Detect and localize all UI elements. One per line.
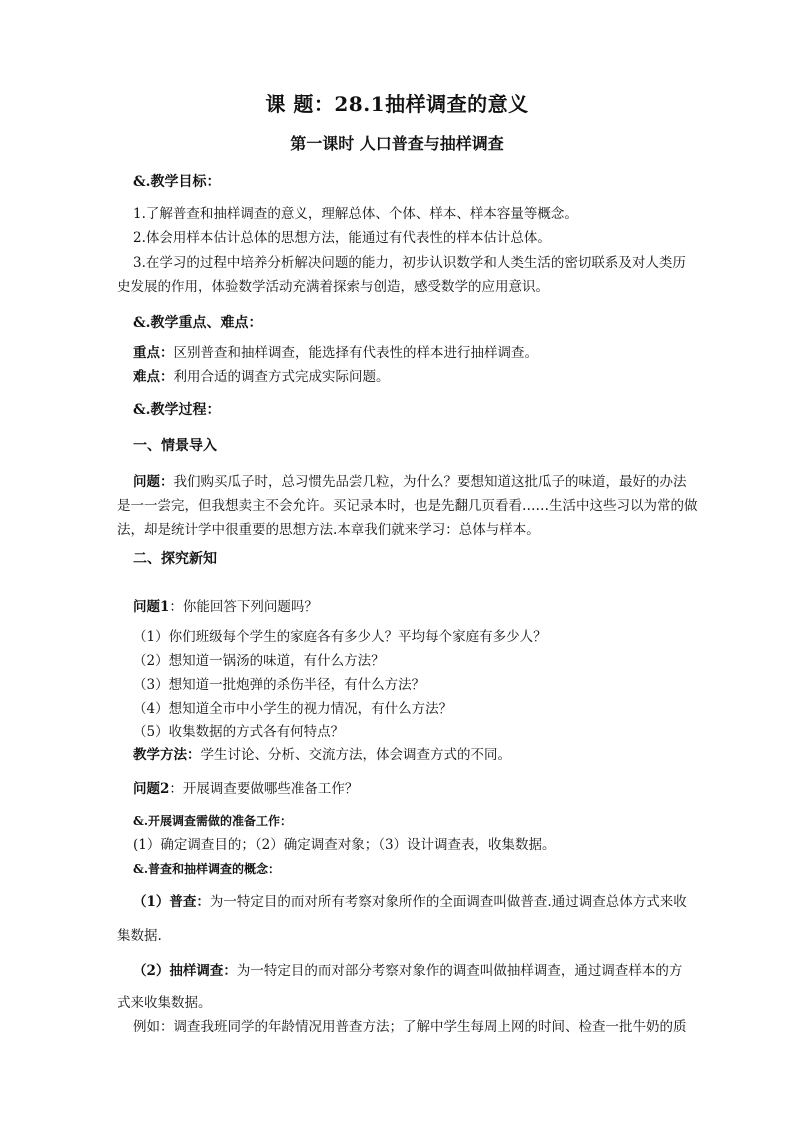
example-line: 例如：调查我班同学的年龄情况用普查方法；了解中学生每周上网的时间、检查一批牛奶的质 — [133, 1019, 687, 1035]
concept-heading: &.普查和抽样调查的概念： — [133, 862, 281, 876]
difficult-point-text: 利用合适的调查方式完成实际问题。 — [173, 369, 390, 385]
objective-item: 2.体会用样本估计总体的思想方法，能通过有代表性的样本估计总体。 — [133, 230, 551, 246]
question1-item: （5）收集数据的方式各有何特点？ — [133, 724, 345, 740]
section1-text: 我们购买瓜子时，总习惯先品尝几粒，为什么？要想知道这批瓜子的味道，最好的办法 — [173, 474, 687, 490]
question1-item: （2）想知道一锅汤的味道，有什么方法？ — [133, 653, 385, 669]
objective-item: 3.在学习的过程中培养分析解决问题的能力，初步认识数学和人类生活的密切联系及对人类历 — [133, 255, 686, 271]
section1-paragraph-line: 是一一尝完，但我想卖主不会允许。买记录本时，也是先翻几页看看……生活中这些习以为常的做 — [117, 498, 698, 514]
sampling-definition-cont: 式来收集数据。 — [117, 995, 212, 1011]
question1-label: 问题1 — [133, 599, 170, 615]
census-label: （1）普查： — [133, 894, 210, 910]
objective-item: 史发展的作用，体验数学活动充满着探索与创造，感受数学的应用意识。 — [117, 279, 549, 295]
keypoints-heading: &.教学重点、难点： — [133, 315, 263, 331]
sampling-label: （2）抽样调查： — [133, 963, 237, 979]
question2 — [133, 779, 713, 799]
objectives-heading: &.教学目标： — [133, 174, 221, 190]
question1 — [133, 597, 713, 617]
teaching-method — [133, 745, 713, 765]
question2-text: ：开展调查要做哪些准备工作？ — [169, 781, 359, 797]
preparation-text: (1）确定调查目的；（2）确定调查对象；（3）设计调查表，收集数据。 — [133, 837, 556, 853]
question1-item: （1）你们班级每个学生的家庭各有多少人？平均每个家庭有多少人？ — [133, 629, 547, 645]
question1-text: ：你能回答下列问题吗？ — [169, 599, 318, 615]
key-point — [133, 343, 713, 363]
page-subtitle: 第一课时 人口普查与抽样调查 — [290, 134, 504, 153]
census-definition — [133, 892, 713, 912]
section2-heading: 二、探究新知 — [133, 551, 217, 567]
section1-paragraph-line — [133, 472, 713, 492]
page-title: 课 题：28.1抽样调查的意义 — [265, 92, 529, 116]
objective-item: 1.了解普查和抽样调查的意义，理解总体、个体、样本、样本容量等概念。 — [133, 206, 578, 222]
census-text: 为一特定目的而对所有考察对象所作的全面调查叫做普查.通过调查总体方式来收 — [209, 894, 687, 910]
preparation-heading: &.开展调查需做的准备工作： — [133, 814, 293, 828]
question1-item: （4）想知道全市中小学生的视力情况，有什么方法？ — [133, 701, 453, 717]
section1-paragraph-line: 法，却是统计学中很重要的思想方法.本章我们就来学习：总体与样本。 — [117, 522, 540, 538]
difficult-point-label: 难点： — [133, 369, 174, 385]
sampling-definition — [133, 961, 713, 981]
question2-label: 问题2 — [133, 781, 170, 797]
key-point-text: 区别普查和抽样调查，能选择有代表性的样本进行抽样调查。 — [173, 345, 538, 361]
teaching-method-text: 学生讨论、分析、交流方法，体会调查方式的不同。 — [200, 747, 511, 763]
question1-item: （3）想知道一批炮弹的杀伤半径，有什么方法？ — [133, 677, 426, 693]
section1-heading: 一、情景导入 — [133, 438, 217, 454]
census-definition-cont: 集数据. — [117, 928, 162, 944]
sampling-text: 为一特定目的而对部分考察对象作的调查叫做抽样调查，通过调查样本的方 — [236, 963, 683, 979]
key-point-label: 重点： — [133, 345, 174, 361]
difficult-point — [133, 367, 713, 387]
question-label: 问题： — [133, 474, 174, 490]
process-heading: &.教学过程： — [133, 402, 221, 418]
teaching-method-label: 教学方法： — [133, 747, 201, 763]
